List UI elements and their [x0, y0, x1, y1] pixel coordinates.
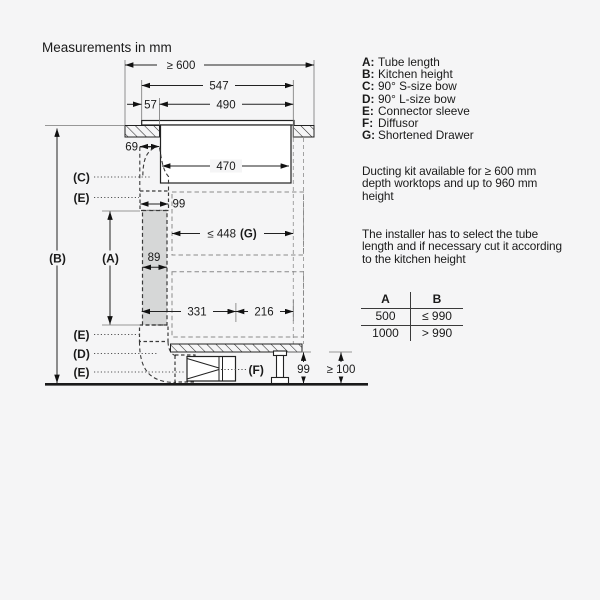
legend-label: Diffusor [378, 116, 419, 131]
legend-key: G: [362, 128, 376, 143]
table-header-a: A [361, 292, 411, 308]
dim-bow-width: 69 [125, 141, 138, 154]
label-s-bow: (C) [73, 170, 90, 185]
legend-key: C: [362, 79, 375, 94]
dim-left-offset: 57 [144, 99, 157, 112]
legend-label: 90° L-size bow [378, 91, 456, 106]
dim-tube-width: 89 [147, 252, 161, 265]
dim-plinth-height: 99 [297, 364, 310, 377]
legend-key: E: [362, 103, 374, 118]
label-tube-length: (A) [102, 251, 119, 266]
label-kitchen-height: (B) [49, 251, 66, 266]
table-cell-a: 500 [361, 309, 411, 325]
table-header-row [361, 292, 463, 309]
shortened-drawer-outline [172, 192, 304, 255]
legend-label: Shortened Drawer [378, 128, 474, 143]
dimension-lines [57, 65, 341, 384]
label-sleeve-bottom: (E) [73, 365, 90, 380]
table-cell-b: ≤ 990 [422, 308, 452, 323]
table-header-b: B [432, 292, 442, 306]
dim-rear-depth: 216 [254, 306, 274, 319]
legend-key: B: [362, 67, 375, 82]
legend-item-g [362, 129, 474, 141]
note-installer: The installer has to select the tube length and if necessary cut it according to the kitchen height [362, 227, 562, 266]
label-sleeve-top: (E) [73, 190, 90, 205]
table-cell-b: > 990 [421, 325, 453, 340]
label-sleeve-mid: (E) [73, 327, 90, 342]
legend-label: Kitchen height [378, 67, 453, 82]
legend-key: A: [362, 55, 375, 69]
dim-min-clearance: ≥ 100 [326, 364, 356, 377]
dim-sleeve-width: 99 [172, 198, 186, 211]
table-row [361, 309, 463, 326]
parts-legend [362, 56, 474, 141]
dim-glass-width: 547 [209, 80, 229, 93]
dim-body-width: 470 [216, 161, 236, 174]
dim-worktop-min-width: ≥ 600 [166, 60, 196, 73]
hob-glass-plate [142, 121, 294, 126]
drawing-title: Measurements in mm [42, 40, 172, 55]
dim-front-depth: 331 [187, 306, 207, 319]
connector-sleeve-top [140, 191, 169, 211]
note-ducting-kit: Ducting kit available for ≥ 600 mm depth worktops and up to 960 mm height [362, 164, 538, 203]
legend-label: 90° S-size bow [378, 79, 457, 94]
diffusor [187, 357, 236, 382]
table-row [361, 326, 463, 342]
dim-drawer-depth-value: ≤ 448 [207, 228, 237, 241]
label-diffusor: (F) [248, 362, 264, 377]
legend-label: Tube length [378, 55, 440, 69]
plinth-leg [272, 351, 289, 384]
dim-drawer-key: (G) [240, 228, 257, 241]
dimension-text-backgrounds [45, 58, 358, 380]
legend-key: F: [362, 116, 374, 131]
table-cell-a: 1000 [361, 326, 411, 342]
connector-sleeve-mid [140, 325, 169, 342]
tube-length-table [361, 292, 463, 341]
label-l-bow: (D) [73, 346, 90, 361]
dim-drawer-depth [207, 229, 256, 241]
dim-cutout-width: 490 [216, 99, 236, 112]
lower-drawer-outline [172, 272, 304, 337]
hob-body [161, 125, 292, 183]
worktop-left-section [125, 126, 160, 138]
legend-key: D: [362, 91, 375, 106]
leader-lines [94, 177, 247, 372]
legend-item-d [362, 93, 474, 105]
legend-label: Connector sleeve [378, 103, 470, 118]
legend-item-c [362, 80, 474, 92]
worktop-right-section [293, 126, 314, 138]
